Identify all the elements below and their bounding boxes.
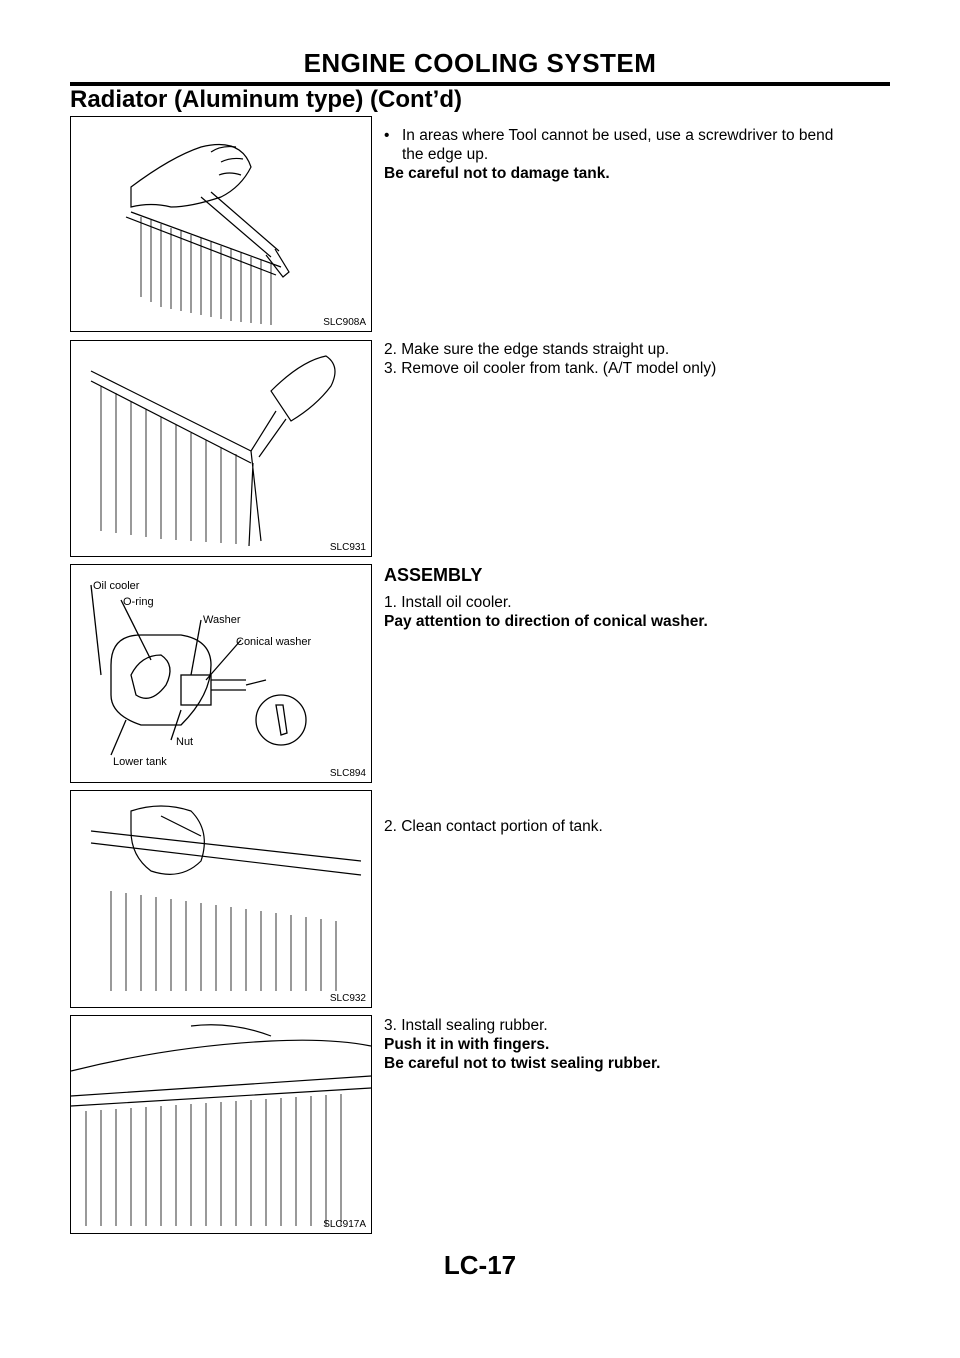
callout-nut: Nut: [176, 736, 194, 748]
page-number: LC-17: [443, 1250, 517, 1280]
section-4-text: [384, 817, 884, 836]
figure-slc917a: [70, 1015, 372, 1234]
figure-label: SLC908A: [323, 317, 366, 328]
callout-oil-cooler: Oil cooler: [93, 580, 140, 592]
figure-label: SLC894: [329, 768, 366, 779]
caution-text: Be careful not to damage tank.: [384, 165, 610, 182]
caution-text: Pay attention to direction of conical washer.: [384, 613, 708, 630]
step-text: 2. Make sure the edge stands straight up.: [384, 341, 670, 358]
cleaning-illustration: [71, 791, 371, 1007]
bullet-text: In areas where Tool cannot be used, use a screwdriver to bend: [402, 127, 834, 144]
bullet-item: [384, 126, 884, 164]
figure-slc908a: [70, 116, 372, 332]
callout-o-ring: O-ring: [123, 596, 154, 608]
section-3-text: [384, 566, 884, 631]
section-1-text: [384, 126, 884, 183]
section-2-text: [384, 340, 884, 378]
callout-lower-tank: Lower tank: [113, 756, 167, 768]
bullet-text-cont: the edge up.: [402, 146, 489, 163]
page-subheader: Radiator (Aluminum type) (Cont’d): [70, 86, 462, 113]
bullet-icon: •: [384, 127, 390, 144]
figure-slc931: [70, 340, 372, 557]
pliers-illustration: [71, 341, 371, 556]
callout-conical-washer: Conical washer: [236, 636, 312, 648]
figure-label: SLC917A: [323, 1219, 366, 1230]
section-heading: ASSEMBLY: [384, 565, 483, 585]
caution-text: Be careful not to twist sealing rubber.: [384, 1055, 661, 1072]
oil-cooler-diagram: [71, 565, 371, 782]
step-text: 2. Clean contact portion of tank.: [384, 818, 603, 835]
step-text: 3. Remove oil cooler from tank. (A/T model only): [384, 360, 717, 377]
caution-text: Push it in with fingers.: [384, 1036, 550, 1053]
callout-washer: Washer: [203, 614, 241, 626]
page-header-title: ENGINE COOLING SYSTEM: [303, 48, 657, 78]
screwdriver-illustration: [71, 117, 371, 331]
step-text: 1. Install oil cooler.: [384, 594, 512, 611]
figure-slc894: [70, 564, 372, 783]
figure-slc932: [70, 790, 372, 1008]
section-5-text: [384, 1016, 884, 1073]
figure-label: SLC931: [329, 542, 366, 553]
sealing-rubber-illustration: [71, 1016, 371, 1233]
step-text: 3. Install sealing rubber.: [384, 1017, 548, 1034]
figure-label: SLC932: [329, 993, 366, 1004]
